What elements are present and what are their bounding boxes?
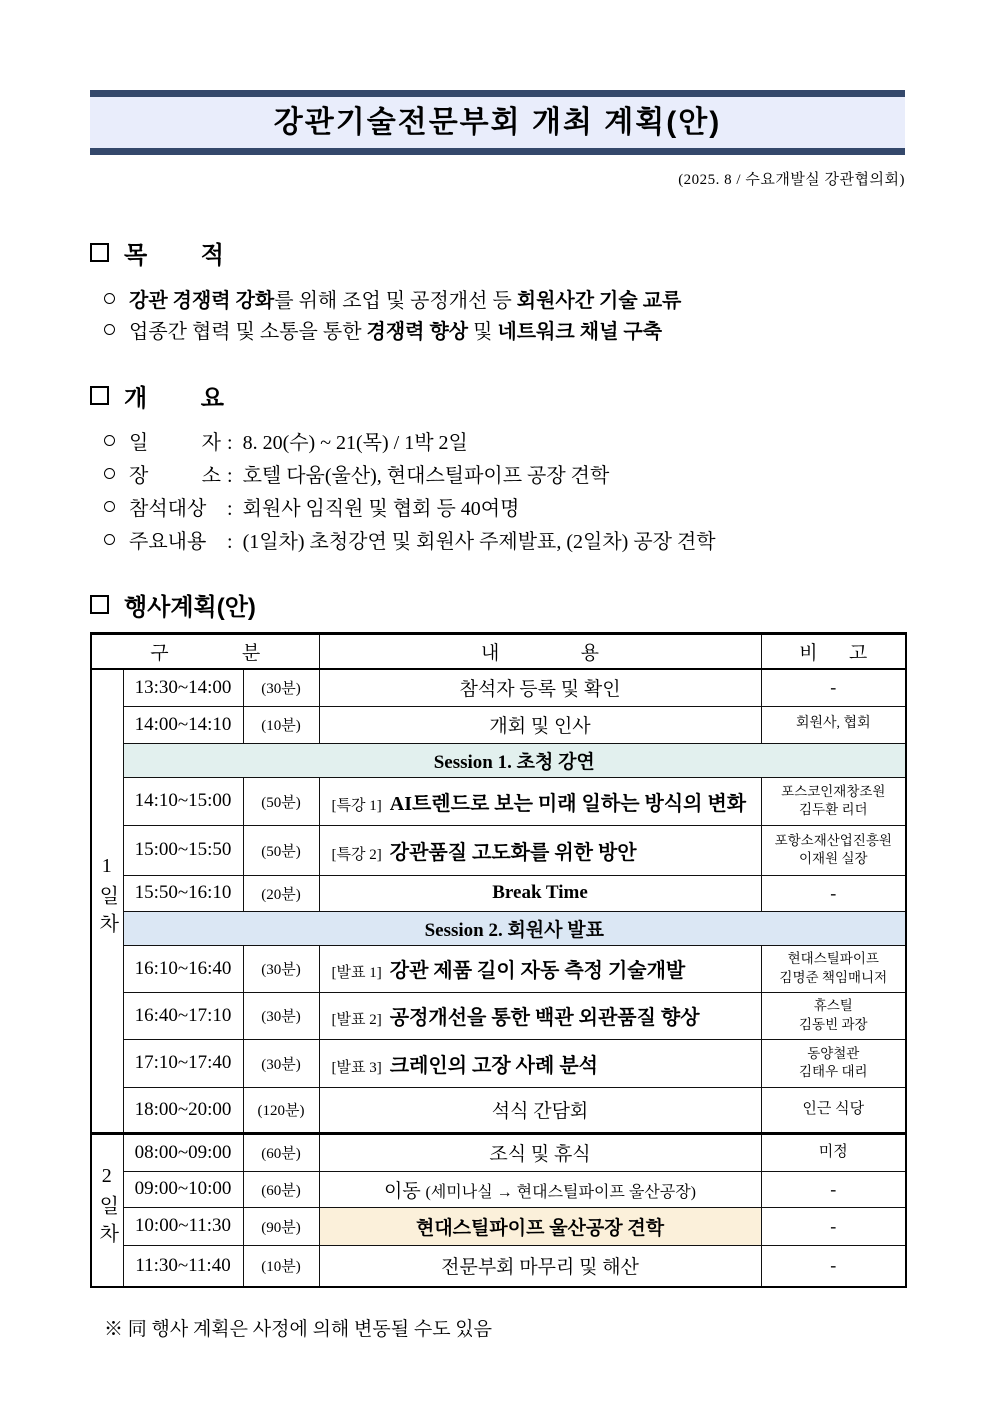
content-cell: [특강 1] AI트렌드로 보는 미래 일하는 방식의 변화 xyxy=(319,777,761,825)
table-row xyxy=(91,825,906,875)
section-heading-purpose-label: 목 적 xyxy=(124,242,224,269)
section-heading-overview-label: 개 요 xyxy=(124,385,224,412)
list-item xyxy=(104,317,905,348)
table-row xyxy=(91,1133,906,1171)
square-bullet-icon xyxy=(90,386,109,405)
table-row xyxy=(91,875,906,911)
time-cell: 15:50~16:10 xyxy=(123,875,243,911)
time-cell: 11:30~11:40 xyxy=(123,1245,243,1287)
table-row xyxy=(91,706,906,743)
circle-bullet-icon xyxy=(104,468,115,479)
table-row xyxy=(91,1171,906,1207)
title-banner xyxy=(90,90,905,155)
circle-bullet-icon xyxy=(104,435,115,446)
list-item xyxy=(104,526,905,559)
content-cell: 이동 (세미나실 → 현대스틸파이프 울산공장) xyxy=(319,1171,761,1207)
content-cell: [발표 2] 공정개선을 통한 백관 외관품질 향상 xyxy=(319,992,761,1039)
remark-cell: - xyxy=(761,1207,906,1245)
content-cell-highlighted: 현대스틸파이프 울산공장 견학 xyxy=(319,1207,761,1245)
content-cell: Break Time xyxy=(319,875,761,911)
overview-label: 주요내용 xyxy=(129,531,207,553)
duration-cell: (60분) xyxy=(243,1133,319,1171)
time-cell: 13:30~14:00 xyxy=(123,669,243,706)
duration-cell: (90분) xyxy=(243,1207,319,1245)
duration-cell: (60분) xyxy=(243,1171,319,1207)
content-cell: 석식 간담회 xyxy=(319,1087,761,1133)
content-cell: [발표 1] 강관 제품 길이 자동 측정 기술개발 xyxy=(319,945,761,992)
session2-band-row xyxy=(91,911,906,945)
duration-cell: (10분) xyxy=(243,706,319,743)
section-heading-plan xyxy=(90,587,905,622)
circle-bullet-icon xyxy=(104,293,115,304)
session1-title: Session 1. 초청 강연 xyxy=(123,743,906,777)
time-cell: 16:40~17:10 xyxy=(123,992,243,1039)
remark-cell: 동양철관 김태우 대리 xyxy=(761,1039,906,1087)
circle-bullet-icon xyxy=(104,534,115,545)
duration-cell: (30분) xyxy=(243,1039,319,1087)
day1-cell: 1일차 xyxy=(91,669,123,1133)
overview-list xyxy=(90,427,905,559)
day2-cell: 2일차 xyxy=(91,1133,123,1287)
overview-label: 장 소 xyxy=(129,465,221,487)
document-title: 강관기술전문부회 개최 계획(안) xyxy=(273,106,722,139)
time-cell: 14:10~15:00 xyxy=(123,777,243,825)
remark-cell: 인근 식당 xyxy=(761,1087,906,1133)
table-row xyxy=(91,992,906,1039)
time-cell: 15:00~15:50 xyxy=(123,825,243,875)
section-heading-plan-label: 행사계획(안) xyxy=(124,594,256,621)
session2-title: Session 2. 회원사 발표 xyxy=(123,911,906,945)
table-row xyxy=(91,1207,906,1245)
purpose-list xyxy=(90,286,905,348)
column-header-category: 구 분 xyxy=(91,634,319,670)
overview-value: 호텔 다움(울산), 현대스틸파이프 공장 견학 xyxy=(242,465,610,487)
list-item xyxy=(104,427,905,460)
table-row xyxy=(91,945,906,992)
square-bullet-icon xyxy=(90,243,109,262)
time-cell: 10:00~11:30 xyxy=(123,1207,243,1245)
overview-label: 참석대상 xyxy=(129,498,207,520)
label-separator: : xyxy=(227,498,233,520)
duration-cell: (10분) xyxy=(243,1245,319,1287)
label-separator: : xyxy=(227,465,233,487)
purpose-item-text: 업종간 협력 및 소통을 통한 경쟁력 향상 및 네트워크 채널 구축 xyxy=(129,321,663,343)
overview-value: 8. 20(수) ~ 21(목) / 1박 2일 xyxy=(242,432,468,454)
label-separator: : xyxy=(227,432,233,454)
content-cell: [특강 2] 강관품질 고도화를 위한 방안 xyxy=(319,825,761,875)
table-row xyxy=(91,777,906,825)
column-header-remark: 비 고 xyxy=(761,634,906,670)
duration-cell: (20분) xyxy=(243,875,319,911)
remark-cell: 회원사, 협회 xyxy=(761,706,906,743)
duration-cell: (30분) xyxy=(243,669,319,706)
remark-cell: - xyxy=(761,1171,906,1207)
content-cell: 개회 및 인사 xyxy=(319,706,761,743)
remark-cell: 포항소재산업진흥원 이재원 실장 xyxy=(761,825,906,875)
time-cell: 14:00~14:10 xyxy=(123,706,243,743)
column-header-content: 내 용 xyxy=(319,634,761,670)
time-cell: 18:00~20:00 xyxy=(123,1087,243,1133)
content-cell: 전문부회 마무리 및 해산 xyxy=(319,1245,761,1287)
content-cell: 참석자 등록 및 확인 xyxy=(319,669,761,706)
table-row xyxy=(91,669,906,706)
section-heading-overview xyxy=(90,378,905,413)
circle-bullet-icon xyxy=(104,324,115,335)
remark-cell: 현대스틸파이프 김명준 책임매니저 xyxy=(761,945,906,992)
duration-cell: (50분) xyxy=(243,777,319,825)
list-item xyxy=(104,460,905,493)
duration-cell: (120분) xyxy=(243,1087,319,1133)
duration-cell: (50분) xyxy=(243,825,319,875)
label-separator: : xyxy=(227,531,233,553)
content-cell: 조식 및 휴식 xyxy=(319,1133,761,1171)
duration-cell: (30분) xyxy=(243,992,319,1039)
document-subtitle: (2025. 8 / 수요개발실 강관협의회) xyxy=(678,172,905,188)
circle-bullet-icon xyxy=(104,501,115,512)
session1-band-row xyxy=(91,743,906,777)
time-cell: 09:00~10:00 xyxy=(123,1171,243,1207)
overview-label: 일 자 xyxy=(129,432,221,454)
event-plan-table xyxy=(90,632,907,1288)
footnote: ※ 同 행사 계획은 사정에 의해 변동될 수도 있음 xyxy=(104,1319,493,1340)
overview-value: (1일차) 초청강연 및 회원사 주제발표, (2일차) 공장 견학 xyxy=(242,531,716,553)
remark-cell: - xyxy=(761,669,906,706)
time-cell: 16:10~16:40 xyxy=(123,945,243,992)
purpose-item-text: 강관 경쟁력 강화를 위해 조업 및 공정개선 등 회원사간 기술 교류 xyxy=(129,290,682,312)
list-item xyxy=(104,493,905,526)
remark-cell: - xyxy=(761,875,906,911)
table-row xyxy=(91,1245,906,1287)
remark-cell: 포스코인재창조원 김두환 리더 xyxy=(761,777,906,825)
table-row xyxy=(91,1039,906,1087)
table-header-row xyxy=(91,634,906,670)
time-cell: 08:00~09:00 xyxy=(123,1133,243,1171)
section-heading-purpose xyxy=(90,235,905,270)
content-cell: [발표 3] 크레인의 고장 사례 분석 xyxy=(319,1039,761,1087)
remark-cell: - xyxy=(761,1245,906,1287)
duration-cell: (30분) xyxy=(243,945,319,992)
remark-cell: 휴스틸 김동빈 과장 xyxy=(761,992,906,1039)
table-row xyxy=(91,1087,906,1133)
square-bullet-icon xyxy=(90,595,109,614)
list-item xyxy=(104,286,905,317)
overview-value: 회원사 임직원 및 협회 등 40여명 xyxy=(242,498,520,520)
remark-cell: 미정 xyxy=(761,1133,906,1171)
time-cell: 17:10~17:40 xyxy=(123,1039,243,1087)
